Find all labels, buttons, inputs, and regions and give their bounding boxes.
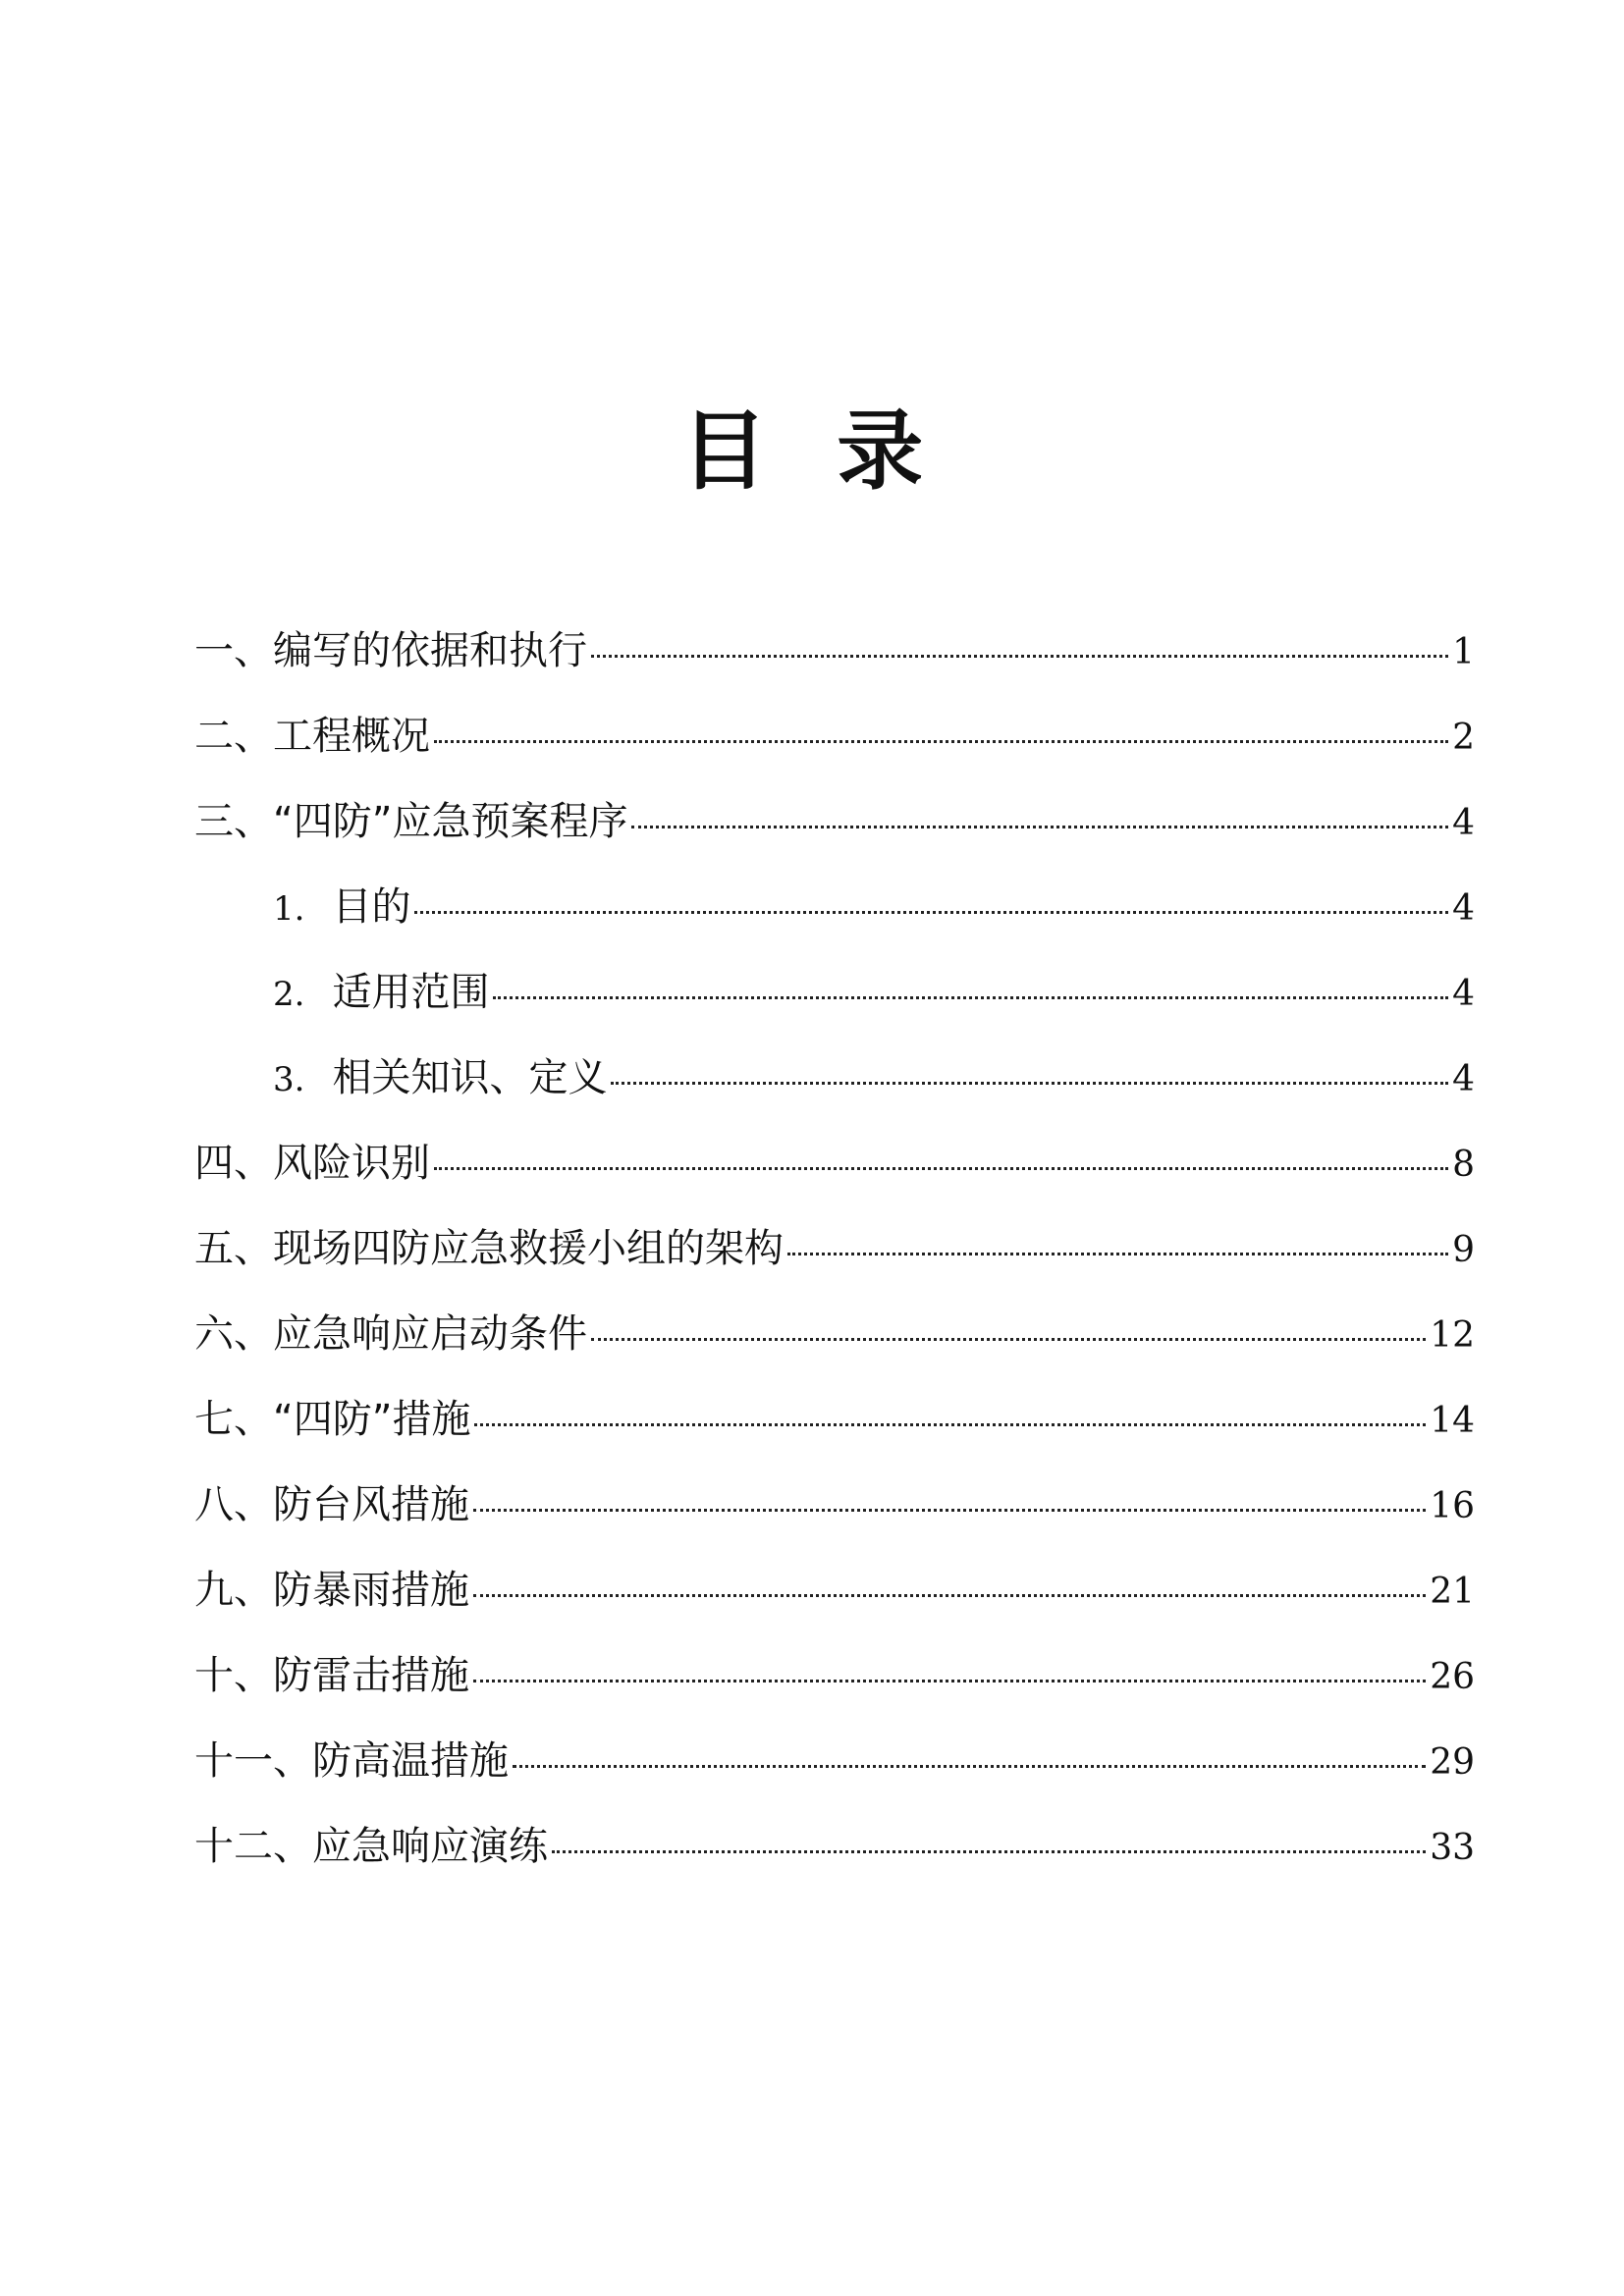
toc-leader-dots [591, 655, 1448, 658]
toc-subentry-number: 3. [273, 1060, 305, 1099]
toc-leader-dots [473, 1509, 1426, 1512]
toc-entry-label: 十、防雷击措施 [194, 1653, 469, 1698]
toc-entry[interactable] [194, 609, 1475, 694]
toc-page-number: 33 [1430, 1828, 1475, 1868]
toc-entry-label: 二、工程概况 [194, 714, 430, 759]
toc-entry-label: 目的 [332, 884, 411, 930]
toc-entry[interactable] [194, 1206, 1475, 1292]
toc-leader-dots [434, 740, 1448, 743]
toc-page-number: 2 [1452, 718, 1475, 758]
toc-page-number: 21 [1430, 1572, 1475, 1612]
toc-leader-dots [434, 1167, 1448, 1170]
toc-entry-label: 三、“四防”应急预案程序 [194, 799, 628, 844]
toc-entry-label: 十一、防高温措施 [194, 1738, 509, 1784]
toc-subentry[interactable] [194, 865, 1475, 950]
toc-entry-label: 九、防暴雨措施 [194, 1568, 469, 1613]
table-of-contents [194, 609, 1475, 1890]
toc-page-number: 8 [1452, 1145, 1475, 1185]
toc-leader-dots [552, 1850, 1426, 1853]
toc-page-number: 4 [1452, 1059, 1475, 1099]
toc-subentry[interactable] [194, 950, 1475, 1036]
toc-page-number: 4 [1452, 888, 1475, 929]
toc-entry-label: 十二、应急响应演练 [194, 1824, 548, 1869]
toc-entry-label: 七、“四防”措施 [194, 1397, 471, 1442]
toc-entry[interactable] [194, 1377, 1475, 1463]
toc-subentry[interactable] [194, 1036, 1475, 1121]
toc-leader-dots [611, 1082, 1448, 1085]
toc-entry[interactable] [194, 1548, 1475, 1633]
toc-entry[interactable] [194, 1719, 1475, 1804]
toc-entry[interactable] [194, 1463, 1475, 1548]
toc-leader-dots [473, 1594, 1426, 1597]
toc-leader-dots [474, 1423, 1426, 1426]
toc-entry[interactable] [194, 694, 1475, 779]
toc-title: 目 录 [680, 400, 944, 502]
toc-leader-dots [414, 911, 1448, 914]
toc-entry[interactable] [194, 1121, 1475, 1206]
toc-leader-dots [787, 1253, 1448, 1255]
toc-entry[interactable] [194, 779, 1475, 865]
toc-page-number: 1 [1452, 632, 1475, 672]
toc-entry[interactable] [194, 1633, 1475, 1719]
toc-page-number: 9 [1452, 1230, 1475, 1270]
toc-leader-dots [473, 1680, 1426, 1682]
toc-entry-label: 八、防台风措施 [194, 1482, 469, 1527]
toc-page-number: 29 [1430, 1742, 1475, 1783]
toc-leader-dots [591, 1338, 1426, 1341]
toc-entry[interactable] [194, 1292, 1475, 1377]
toc-leader-dots [631, 826, 1448, 828]
toc-entry-label: 相关知识、定义 [332, 1055, 608, 1100]
toc-entry-label: 五、现场四防应急救援小组的架构 [194, 1226, 784, 1271]
toc-page-number: 16 [1430, 1486, 1475, 1526]
toc-entry-label: 一、编写的依据和执行 [194, 628, 587, 673]
toc-entry[interactable] [194, 1804, 1475, 1890]
toc-leader-dots [513, 1765, 1426, 1768]
toc-entry-label: 适用范围 [332, 970, 490, 1015]
toc-subentry-number: 1. [273, 889, 305, 929]
toc-entry-label: 四、风险识别 [194, 1141, 430, 1186]
toc-entry-label: 六、应急响应启动条件 [194, 1311, 587, 1357]
toc-page-number: 26 [1430, 1657, 1475, 1697]
toc-subentry-number: 2. [273, 975, 305, 1014]
toc-page-number: 12 [1430, 1315, 1475, 1356]
toc-page-number: 4 [1452, 803, 1475, 843]
toc-leader-dots [493, 996, 1448, 999]
toc-page-number: 4 [1452, 974, 1475, 1014]
toc-page-number: 14 [1430, 1401, 1475, 1441]
